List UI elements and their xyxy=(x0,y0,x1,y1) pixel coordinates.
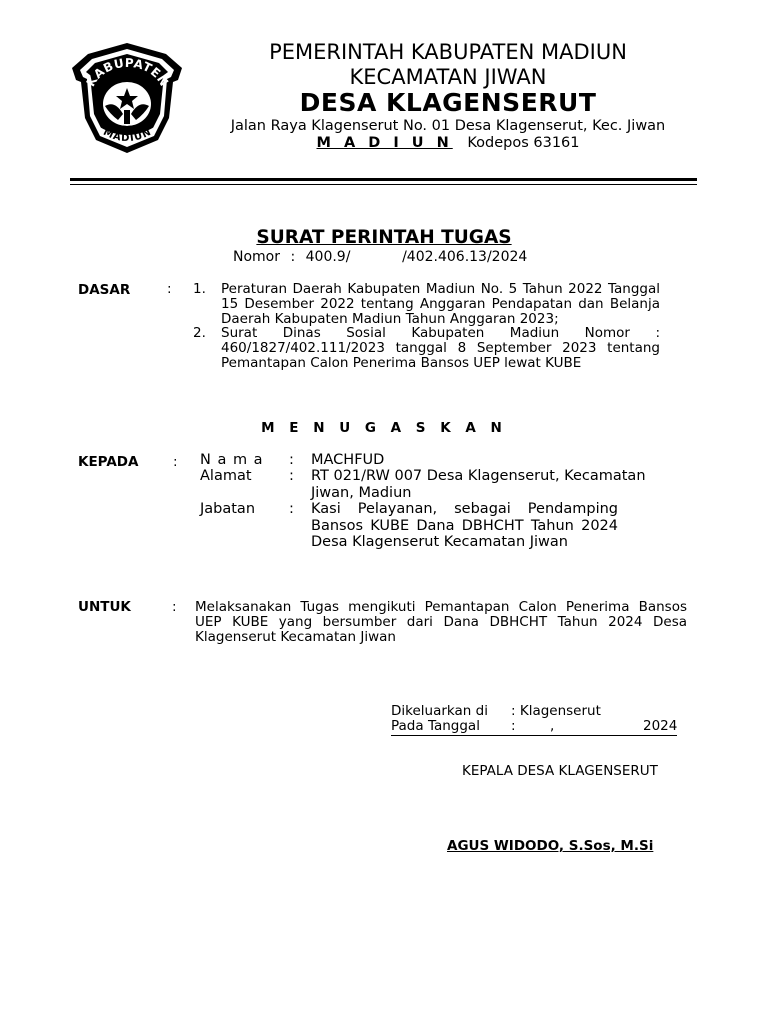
issued-date-comma: , xyxy=(550,718,555,734)
field-separator: : xyxy=(289,501,294,517)
dasar-item-text: Surat Dinas Sosial Kabupaten Madiun Nomor : 460/1827/402.111/2023 tanggal 8 September 2023 tentang Pemantapan Calon Penerima Bansos UEP lewat KUBE xyxy=(221,325,660,371)
kabupaten-madiun-emblem-icon xyxy=(70,40,185,155)
field-value-nama: MACHFUD xyxy=(311,452,385,468)
signatory-position: KEPALA DESA KLAGENSERUT xyxy=(462,763,658,779)
issued-at-value: : Klagenserut xyxy=(511,703,601,719)
dasar-item-text: Peraturan Daerah Kabupaten Madiun No. 5 Tahun 2022 Tanggal 15 Desember 2022 tentang Anggaran Pendapatan dan Belanja Daerah Kabupaten Madiun Tahun Anggaran 2023; xyxy=(221,281,660,327)
field-key-alamat: Alamat xyxy=(200,468,252,484)
signatory-name: AGUS WIDODO, S.Sos, M.Si xyxy=(447,838,654,854)
document-number xyxy=(233,249,527,265)
dasar-item-number: 1. xyxy=(193,281,206,297)
dasar-label: DASAR xyxy=(78,282,131,298)
header-city: M A D I U N xyxy=(316,135,453,151)
field-value-alamat: RT 021/RW 007 Desa Klagenserut, Kecamatan Jiwan, Madiun xyxy=(311,468,646,501)
dasar-item-number: 2. xyxy=(193,325,206,341)
nomor-separator: : xyxy=(290,249,296,265)
header-address: Jalan Raya Klagenserut No. 01 Desa Klagenserut, Kec. Jiwan xyxy=(230,118,666,134)
header-village: DESA KLAGENSERUT xyxy=(299,88,597,117)
header-city-line xyxy=(200,135,696,151)
nomor-part1: 400.9/ xyxy=(305,249,351,265)
issued-date-year: 2024 xyxy=(643,718,678,734)
kepada-separator: : xyxy=(173,454,178,470)
field-key-nama: N a m a xyxy=(200,452,264,468)
issued-date-label: Pada Tanggal xyxy=(391,718,480,734)
dasar-separator: : xyxy=(167,281,172,297)
header-district: KECAMATAN JIWAN xyxy=(349,65,547,89)
field-value-jabatan: Kasi Pelayanan, sebagai Pendamping Bansos KUBE Dana DBHCHT Tahun 2024 Desa Klagenserut Kecamatan Jiwan xyxy=(311,501,618,550)
svg-text:MADIUN: MADIUN xyxy=(101,126,154,145)
date-underline xyxy=(391,735,677,736)
field-separator: : xyxy=(289,468,294,484)
kepada-label: KEPADA xyxy=(78,454,139,470)
issued-date-separator: : xyxy=(511,718,516,734)
nomor-label: Nomor xyxy=(233,249,280,265)
letterhead-rule-thick xyxy=(70,178,697,181)
menugaskan-heading: M E N U G A S K A N xyxy=(261,420,507,436)
untuk-separator: : xyxy=(172,599,177,615)
issued-at-label: Dikeluarkan di xyxy=(391,703,488,719)
header-government: PEMERINTAH KABUPATEN MADIUN xyxy=(269,40,627,64)
field-key-jabatan: Jabatan xyxy=(200,501,256,517)
nomor-part2: /402.406.13/2024 xyxy=(402,249,528,265)
letterhead-rule-thin xyxy=(70,184,697,185)
header-postal: Kodepos 63161 xyxy=(467,135,580,151)
untuk-text: Melaksanakan Tugas mengikuti Pemantapan Calon Penerima Bansos UEP KUBE yang bersumber dari Dana DBHCHT Tahun 2024 Desa Klagenserut Kecamatan Jiwan xyxy=(195,599,687,645)
field-separator: : xyxy=(289,452,294,468)
document-title: SURAT PERINTAH TUGAS xyxy=(256,227,512,248)
svg-text:KABUPATEN: KABUPATEN xyxy=(83,55,172,90)
untuk-label: UNTUK xyxy=(78,599,131,615)
